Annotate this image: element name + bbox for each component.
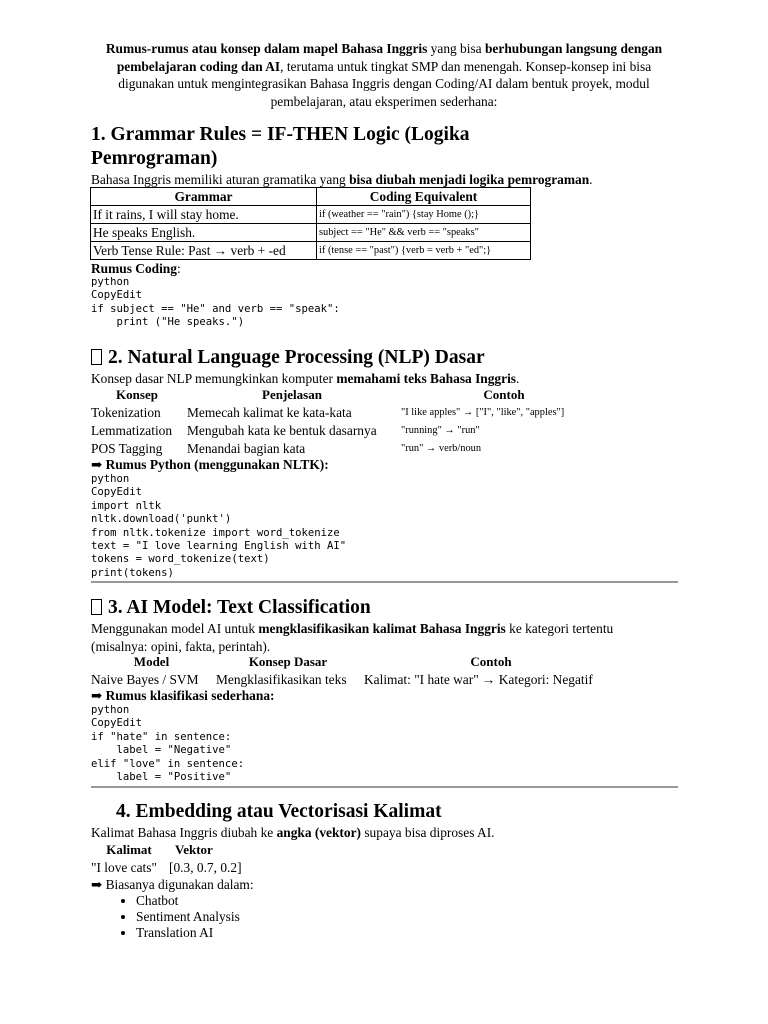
table-cell: Memecah kalimat ke kata-kata: [187, 405, 352, 420]
intro-paragraph: [88, 40, 680, 110]
table-cell: if (weather == "rain") {stay Home ();}: [317, 206, 531, 224]
section-2-rumus-label: [91, 456, 329, 474]
section-4-title: 4. Embedding atau Vectorisasi Kalimat: [116, 801, 442, 822]
table-cell: [0.3, 0.7, 0.2]: [169, 860, 242, 875]
rumus-coding-colon: :: [176, 261, 181, 276]
table-cell: Naive Bayes / SVM: [91, 672, 199, 687]
section-3-code-block: python CopyEdit if "hate" in sentence: label = "Negative" elif "love" in sentence: label = "Positive": [91, 704, 245, 784]
section-1-intro-text: Bahasa Inggris memiliki aturan gramatika yang: [91, 172, 350, 187]
section-3-title: [91, 596, 371, 620]
table-row: [91, 224, 531, 242]
table-cell: Lemmatization: [91, 423, 173, 438]
section-2-intro-text: Konsep dasar NLP memungkinkan komputer: [91, 371, 337, 386]
list-item: • Sentiment Analysis: [136, 909, 240, 925]
list-item: • Translation AI: [136, 925, 240, 941]
intro-bold-1: Rumus-rumus atau konsep dalam mapel Bahasa Inggris: [105, 41, 428, 56]
nlp-table: [89, 386, 609, 458]
table-header-row: [89, 841, 259, 859]
section-4-intro-bold: angka (vektor): [276, 825, 361, 840]
section-4-intro-end: supaya bisa diproses AI.: [361, 825, 495, 840]
section-4-intro: [91, 824, 495, 842]
table-header: Coding Equivalent: [317, 188, 531, 206]
table-cell: if (tense == "past") {verb = verb + "ed";}: [317, 242, 531, 260]
intro-text-1: yang bisa: [427, 41, 485, 56]
rumus-python-bold: ➡ Rumus Python (menggunakan NLTK):: [91, 457, 329, 472]
table-row: [91, 242, 531, 260]
section-1-title-line2: Pemrograman): [91, 148, 218, 169]
section-3-intro-text: Menggunakan model AI untuk: [91, 621, 259, 636]
section-2-code-block: python CopyEdit import nltk nltk.download('punkt') from nltk.tokenize import word_tokenize text = "I love learning English with AI" tokens = word_tokenize(text) print(tokens): [91, 473, 347, 579]
embedding-table: [89, 841, 259, 877]
table-cell: "run" → verb/noun: [401, 443, 482, 454]
table-cell: "running" → "run": [401, 425, 480, 436]
grammar-table: [90, 187, 531, 260]
table-header-row: [89, 653, 620, 671]
table-cell: Tokenization: [91, 405, 161, 420]
section-4-uses-label: ➡ Biasanya digunakan dalam:: [91, 877, 254, 892]
section-2-title: [91, 346, 485, 370]
table-cell: He speaks English.: [91, 224, 317, 242]
table-header: Contoh: [470, 654, 512, 669]
divider: [91, 581, 678, 583]
table-cell: Kalimat: "I hate war" → Kategori: Negatif: [364, 672, 593, 687]
table-header: Konsep: [116, 387, 158, 402]
section-3-title-text: 3. AI Model: Text Classification: [108, 597, 371, 618]
table-cell: Mengubah kata ke bentuk dasarnya: [187, 423, 377, 438]
section-1-title-line1: 1. Grammar Rules = IF-THEN Logic (Logika: [91, 124, 470, 145]
intro-bold-2: berhubungan langsung dengan pembelajaran coding dan AI: [116, 41, 663, 74]
table-header: Contoh: [483, 387, 525, 402]
table-header: Konsep Dasar: [248, 654, 328, 669]
section-1-intro-bold: bisa diubah menjadi logika pemrograman: [349, 172, 590, 187]
table-header: Vektor: [175, 842, 213, 857]
missing-glyph-icon: [91, 349, 102, 365]
table-cell: POS Tagging: [91, 441, 163, 456]
list-item: • Chatbot: [136, 893, 240, 909]
classification-table: [89, 653, 620, 689]
table-header-row: [89, 386, 609, 404]
section-3-rumus-label: [91, 687, 274, 705]
table-cell: If it rains, I will stay home.: [91, 206, 317, 224]
section-2-intro-bold: memahami teks Bahasa Inggris: [336, 371, 516, 386]
section-3-intro-bold: mengklasifikasikan kalimat Bahasa Inggris: [258, 621, 506, 636]
intro-text-2: , terutama untuk tingkat SMP dan menengah. Konsep-konsep ini bisa digunakan untuk mengintegrasikan Bahasa Inggris dengan Coding/AI dalam bentuk proyek, modul pembelajaran, atau eksperimen sederhana:: [118, 58, 652, 109]
divider: [91, 786, 678, 788]
table-cell: Menandai bagian kata: [187, 441, 306, 456]
table-cell: Mengklasifikasikan teks: [216, 672, 347, 687]
section-3-intro: [91, 620, 651, 656]
table-row: [89, 422, 609, 440]
missing-glyph-icon: [91, 599, 102, 615]
table-row: [89, 859, 259, 877]
section-4-intro-text: Kalimat Bahasa Inggris diubah ke: [91, 825, 277, 840]
section-2-title-text: 2. Natural Language Processing (NLP) Dasar: [108, 347, 485, 368]
section-1-code-block: python CopyEdit if subject == "He" and verb == "speak": print ("He speaks."): [91, 276, 340, 329]
table-cell: "I love cats": [91, 860, 157, 875]
section-1-title: [91, 123, 470, 171]
table-cell: subject == "He" && verb == "speaks": [317, 224, 531, 242]
section-3-intro-end: ke kategori tertentu (misalnya: opini, fakta, perintah).: [91, 621, 614, 654]
table-header-row: [91, 188, 531, 206]
uses-list: [112, 893, 240, 941]
section-2-intro-end: .: [516, 371, 520, 386]
table-header: Kalimat: [106, 842, 152, 857]
table-header: Model: [133, 654, 170, 669]
table-cell: "I like apples" → ["I", "like", "apples"]: [401, 407, 565, 418]
table-row: [89, 404, 609, 422]
section-1-intro-end: .: [589, 172, 593, 187]
rumus-coding-bold: Rumus Coding: [91, 261, 177, 276]
rumus-klasifikasi-bold: ➡ Rumus klasifikasi sederhana:: [91, 688, 275, 703]
table-header: Grammar: [91, 188, 317, 206]
table-row: [91, 206, 531, 224]
table-cell: Verb Tense Rule: Past → verb + -ed: [91, 242, 317, 260]
table-header: Penjelasan: [262, 387, 322, 402]
